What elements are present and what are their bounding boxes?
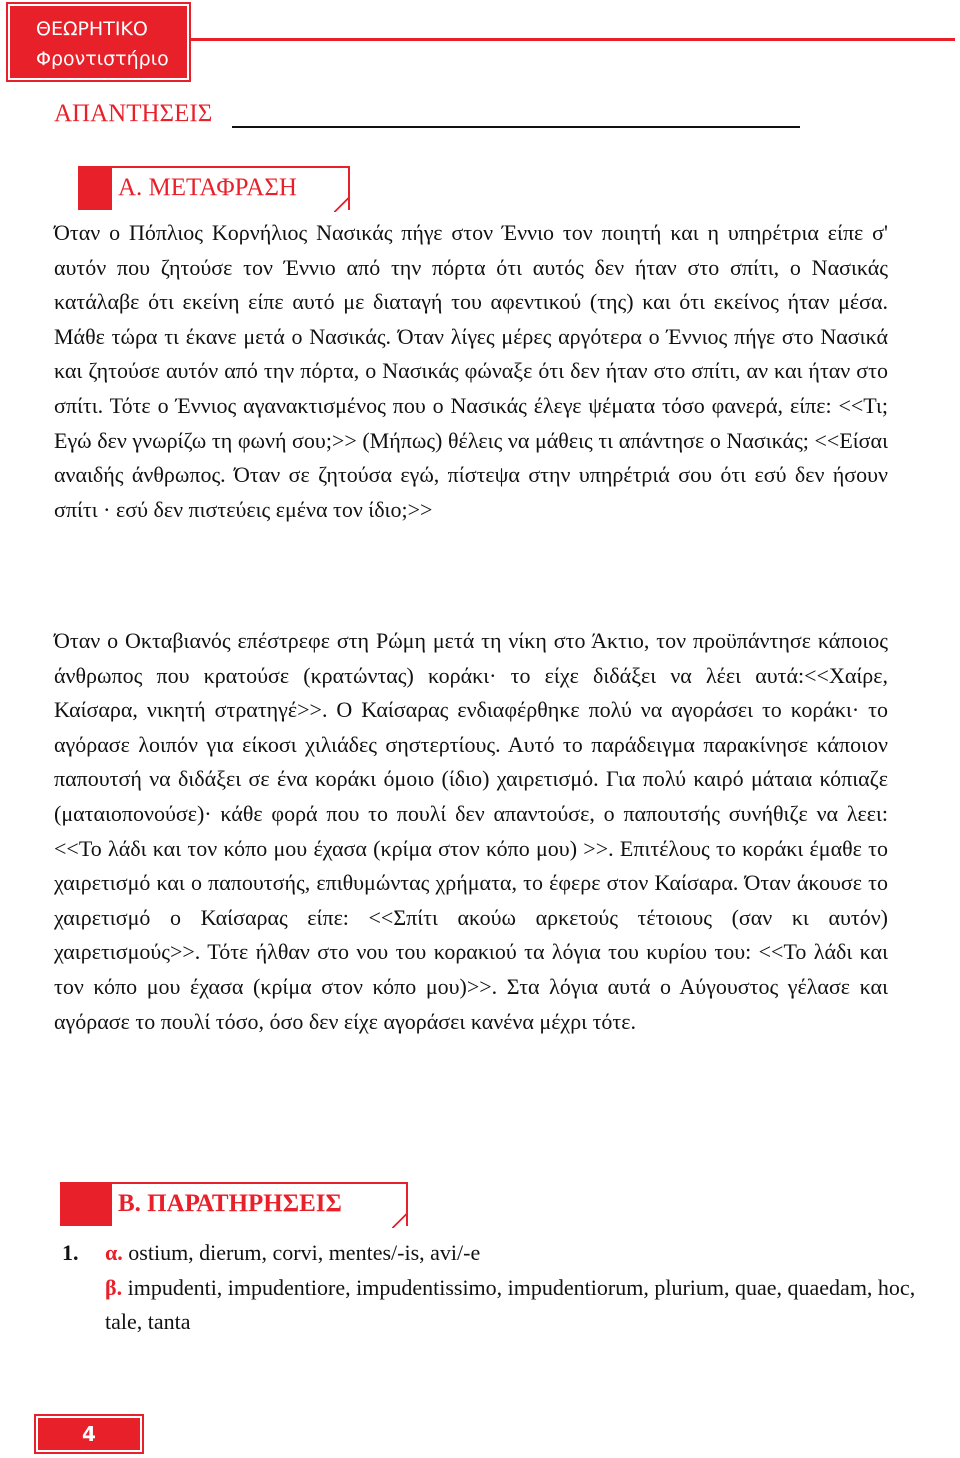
section-b-title: Β. ΠΑΡΑΤΗΡΗΣΕΙΣ (118, 1190, 342, 1217)
header-divider (189, 38, 955, 41)
note-b-key: β. (105, 1274, 123, 1300)
answers-underline (232, 126, 800, 128)
note-number: 1. (62, 1240, 79, 1265)
section-b-tab-marker (60, 1182, 112, 1226)
note-a-text: ostium, dierum, corvi, mentes/-is, avi/-e (122, 1240, 481, 1265)
page-number-badge: 4 (36, 1416, 142, 1452)
brand-line-1: ΘΕΩΡΗΤΙΚΟ (36, 18, 148, 40)
note-item-b (105, 1271, 932, 1340)
section-a-tab-marker (78, 166, 112, 210)
brand-line-2: Φροντιστήριο (36, 48, 169, 70)
section-b-tab (60, 1182, 408, 1226)
translation-paragraph-1: Όταν ο Πόπλιος Κορνήλιος Νασικάς πήγε στον Έννιο τον ποιητή και η υπηρέτρια είπε σ' αυτόν που ζητούσε τον Έννιο από την πόρτα ότι αυτός δεν ήταν στο σπίτι, ο Νασικάς κατάλαβε ότι εκείνη είπε αυτό με διαταγή του αφεντικού (της) και ότι εκείνος ήταν μέσα. Μάθε τώρα τι έκανε μετά ο Νασικάς. Όταν λίγες μέρες αργότερα ο Έννιος πήγε στο Νασικά και ζητούσε αυτόν από την πόρτα, ο Νασικάς φώναξε ότι δεν ήταν στο σπίτι, αν και ήταν στο σπίτι. Τότε ο Έννιος αγανακτισμένος που ο Νασικάς έλεγε ψέματα τόσο φανερά, είπε: <<Τι; Εγώ δεν γνωρίζω τη φωνή σου;>> (Μήπως) θέλεις να μάθεις τι απάντησε ο Νασικάς; <<Είσαι αναιδής άνθρωπος. Όταν σε ζητούσα εγώ, πίστεψα στην υπηρέτριά σου ότι εσύ δεν ήσουν σπίτι · εσύ δεν πιστεύεις εμένα τον ίδιο;>> (54, 220, 888, 522)
note-b-text: impudenti, impudentiore, impudentissimo, impudentiorum, plurium, quae, quaedam, hoc, tale, tanta (105, 1274, 916, 1335)
note-a-key: α. (105, 1240, 123, 1265)
note-item-a (105, 1236, 932, 1271)
answers-heading: ΑΠΑΝΤΗΣΕΙΣ (54, 100, 213, 127)
brand-logo-box (8, 4, 189, 80)
note-items (105, 1236, 932, 1340)
section-a-tab (78, 166, 350, 210)
section-a-title: Α. ΜΕΤΑΦΡΑΣΗ (118, 174, 297, 201)
translation-paragraph-2: Όταν ο Οκταβιανός επέστρεφε στη Ρώμη μετά τη νίκη στο Άκτιο, τον προϋπάντησε κάποιος άνθρωπος που κρατούσε (κρατώντας) κοράκι· το είχε διδάξει να λέει αυτά:<<Χαίρε, Καίσαρα, νικητή στρατηγέ>>. Ο Καίσαρας ενδιαφέρθηκε πολύ να αγοράσει το κοράκι· το αγόρασε λοιπόν για είκοσι χιλιάδες σηστερτίους. Αυτό το παράδειγμα παρακίνησε κάποιον παπουτσή να διδάξει σε ένα κοράκι όμοιο (ίδιο) χαιρετισμό. Για πολύ καιρό μάταια κόπιαζε (ματαιοπονούσε)· κάθε φορά που το πουλί δεν απαντούσε, ο παπουτσής συνήθιζε να λεει: <<Το λάδι και τον κόπο μου έχασα (κρίμα στον κόπο μου) >>. Επιτέλους το κοράκι έμαθε το χαιρετισμό και ο παπουτσής, επιθυμώντας χρήματα, το έφερε στον Καίσαρα. Όταν άκουσε το χαιρετισμό ο Καίσαρας είπε: <<Σπίτι ακούω αρκετούς τέτοιους (σαν κι αυτόν) χαιρετισμούς>>. Τότε ήλθαν στο νου του κορακιού τα λόγια του κυρίου του: <<Το λάδι και τον κόπο μου έχασα (κρίμα στον κόπο μου)>>. Στα λόγια αυτά ο Αύγουστος γέλασε και αγόρασε το πουλί τόσο, όσο δεν είχε αγοράσει κανένα μέχρι τότε. (54, 628, 888, 1034)
